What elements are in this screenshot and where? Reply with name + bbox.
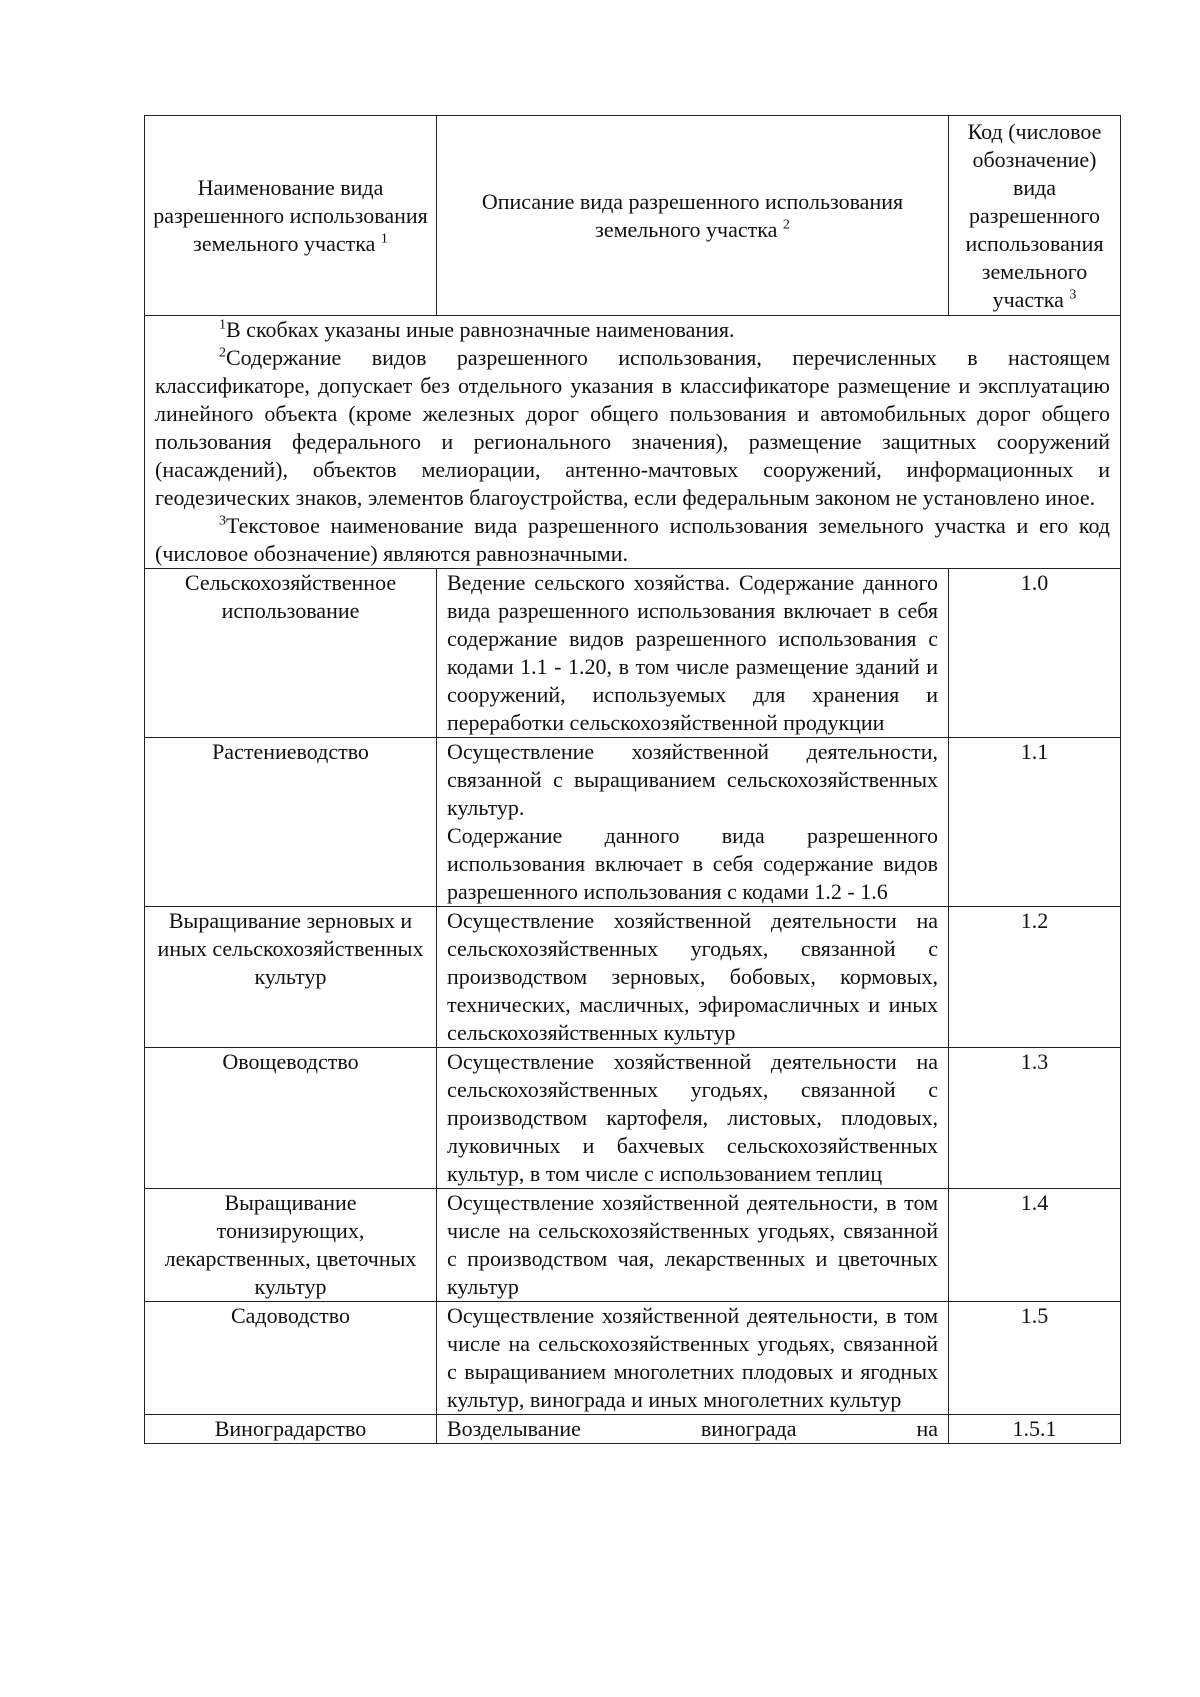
land-use-code: 1.3 [949, 1048, 1121, 1189]
land-use-code: 1.5.1 [949, 1415, 1121, 1444]
land-use-code: 1.4 [949, 1189, 1121, 1302]
table-header-row [145, 116, 1121, 316]
footnotes-row [145, 316, 1121, 569]
land-use-description: Ведение сельского хозяйства. Содержание данного вида разрешенного использования включает в себя содержание видов разрешенного использования с кодами 1.1 - 1.20, в том числе размещение зданий и сооружений, используемых для хранения и переработки сельскохозяйственной продукции [437, 569, 949, 738]
land-use-name: Овощеводство [145, 1048, 437, 1189]
table-row [145, 1189, 1121, 1302]
footnote: $^3$Текстовое наименование вида разрешенного использования земельного участка и его код (числовое обозначение) являются равнозначными. [155, 513, 1110, 566]
header-description-cell [437, 116, 949, 316]
table-row [145, 907, 1121, 1048]
land-use-name: Растениеводство [145, 738, 437, 907]
land-use-name: Выращивание зерновых и иных сельскохозяйственных культур [145, 907, 437, 1048]
table-row [145, 569, 1121, 738]
footnote-ref: 3 [1069, 287, 1077, 303]
table-row [145, 1048, 1121, 1189]
land-use-code: 1.2 [949, 907, 1121, 1048]
header-description-label: Описание вида разрешенного использования земельного участка [481, 188, 904, 242]
land-use-description: Осуществление хозяйственной деятельности, связанной с выращиванием сельскохозяйственных культур. Содержание данного вида разрешенного использования включает в себя содержание видов разрешенного использования с кодами 1.2 - 1.6 [437, 738, 949, 907]
land-use-classifier-table [144, 115, 1121, 1444]
footnote: $^1$В скобках указаны иные равнозначные наименования. [219, 317, 735, 342]
land-use-name: Садоводство [145, 1302, 437, 1415]
land-use-name: Выращивание тонизирующих, лекарственных, цветочных культур [145, 1189, 437, 1302]
header-code-label: Код (числовое обозначение) вида разрешенного использования земельного участка [965, 119, 1104, 312]
land-use-code: 1.1 [949, 738, 1121, 907]
table-row [145, 1302, 1121, 1415]
land-use-code: 1.0 [949, 569, 1121, 738]
footnote-ref: 1 [380, 231, 388, 247]
footnote-ref: 2 [782, 217, 790, 233]
table-row [145, 738, 1121, 907]
land-use-name: Виноградарство [145, 1415, 437, 1444]
land-use-name: Сельскохозяйственное использование [145, 569, 437, 738]
footnotes-cell [145, 316, 1121, 569]
land-use-description: Осуществление хозяйственной деятельности на сельскохозяйственных угодьях, связанной с производством зерновых, бобовых, кормовых, технических, масличных, эфиромасличных и иных сельскохозяйственных культур [437, 907, 949, 1048]
footnote: $^2$Содержание видов разрешенного использования, перечисленных в настоящем классификаторе, допускает без отдельного указания в классификаторе размещение и эксплуатацию линейного объекта (кроме железных дорог общего пользования и автомобильных дорог общего пользования федерального и регионального значения), размещение защитных сооружений (насаждений), объектов мелиорации, антенно-мачтовых сооружений, информационных и геодезических знаков, элементов благоустройства, если федеральным законом не установлено иное. [155, 345, 1110, 510]
header-code-cell [949, 116, 1121, 316]
land-use-description: Осуществление хозяйственной деятельности на сельскохозяйственных угодьях, связанной с производством картофеля, листовых, плодовых, луковичных и бахчевых сельскохозяйственных культур, в том числе с использованием теплиц [437, 1048, 949, 1189]
header-name-cell [145, 116, 437, 316]
land-use-description: Осуществление хозяйственной деятельности, в том числе на сельскохозяйственных угодьях, связанной с выращиванием многолетних плодовых и ягодных культур, винограда и иных многолетних культур [437, 1302, 949, 1415]
land-use-code: 1.5 [949, 1302, 1121, 1415]
header-name-label: Наименование вида разрешенного использования земельного участка [153, 174, 428, 256]
table-row [145, 1415, 1121, 1444]
land-use-description: Осуществление хозяйственной деятельности, в том числе на сельскохозяйственных угодьях, связанной с производством чая, лекарственных и цветочных культур [437, 1189, 949, 1302]
land-use-description: Возделывание винограда на [437, 1415, 949, 1444]
